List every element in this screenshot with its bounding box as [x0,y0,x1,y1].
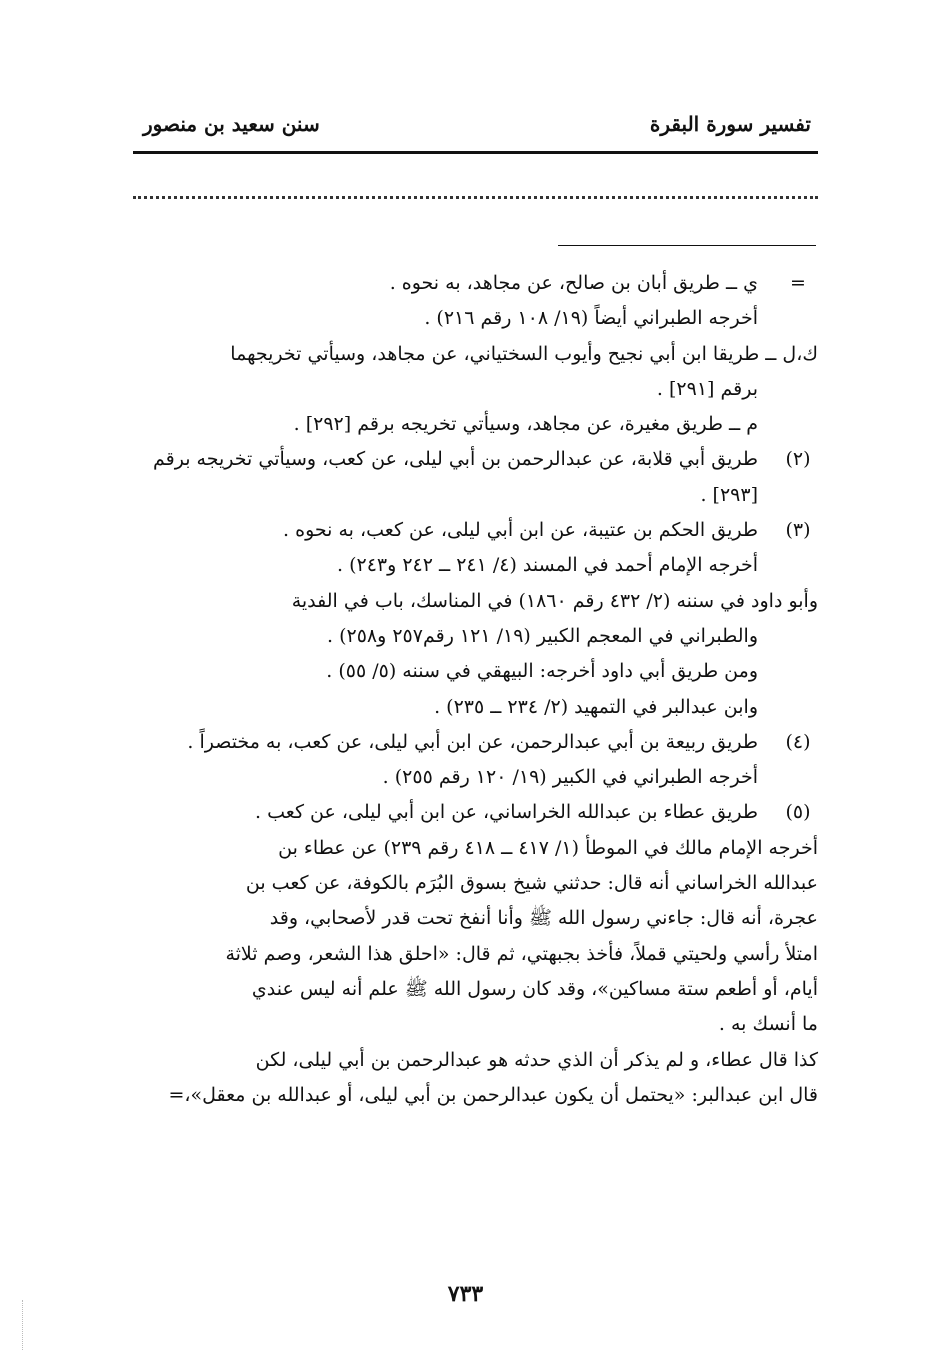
footnote-line [120,866,818,901]
footnote-text: أخرجه الطبراني أيضاً (١٩/ ١٠٨ رقم ٢١٦) . [424,307,758,330]
footnote-line [120,937,818,972]
header-rule [133,151,818,154]
footnote-text: ما أنسك به . [718,1013,818,1036]
footnote-marker: (٥) [785,801,811,824]
footnote-text: ومن طريق أبي داود أخرجه: البيهقي في سننه (٥/ ٥٥) . [326,660,758,683]
footnote-text: طريق عطاء بن عبدالله الخراساني، عن ابن أبي ليلى، عن كعب . [255,801,758,824]
footnote-text: والطبراني في المعجم الكبير (١٩/ ١٢١ رقم٢٥٧ و٢٥٨) . [327,624,758,647]
footnote-marker: (٤) [785,730,811,753]
footnote-line [120,337,818,372]
footnote-line [120,690,818,725]
running-header-book: سنن سعيد بن منصور [143,112,320,136]
footnote-text: وأبو داود في سننه (٢/ ٤٣٢ رقم ١٨٦٠) في المناسك، باب في الفدية [291,589,818,612]
footnote-text: امتلأ رأسي ولحيتي قملاً، فأخذ بجبهتي، ثم قال: «احلق هذا الشعر، وصم ثلاثة [225,942,818,965]
footnote-text: ك،ل ــ طريقا ابن أبي نجيح وأيوب السختياني، عن مجاهد، وسيأتي تخريجهما [230,342,818,365]
footnote-line [120,442,818,477]
footnote-marker: = [790,272,806,294]
footnote-line [120,1078,818,1113]
footnote-text: كذا قال عطاء، و لم يذكر أن الذي حدثه هو عبدالرحمن بن أبي ليلى، لكن [255,1048,818,1071]
footnote-line [120,795,818,830]
footnote-text: أخرجه الطبراني في الكبير (١٩/ ١٢٠ رقم ٢٥٥) . [382,766,758,789]
footnote-text: طريق الحكم بن عتيبة، عن ابن أبي ليلى، عن كعب، به نحوه . [283,519,758,542]
footnote-line [120,725,818,760]
page-number: ٧٣٣ [447,1281,484,1307]
footnote-text: م ــ طريق مغيرة، عن مجاهد، وسيأتي تخريجه برقم [٢٩٢] . [293,413,758,436]
footnote-line [120,619,818,654]
footnote-marker: (٣) [785,519,811,542]
footnote-line [120,513,818,548]
footnote-line [120,372,818,407]
footnote-line [120,266,818,301]
footnote-line [120,301,818,336]
footnote-line [120,760,818,795]
footnote-text: عبدالله الخراساني أنه قال: حدثني شيخ بسوق البُرَم بالكوفة، عن كعب بن [245,872,818,895]
running-header-surah: تفسير سورة البقرة [649,112,811,136]
footnote-text: طريق ربيعة بن أبي عبدالرحمن، عن ابن أبي ليلى، عن كعب، به مختصراً . [187,730,758,753]
footnote-line [120,654,818,689]
footnote-line [120,584,818,619]
footnote-text: أخرجه الإمام أحمد في المسند (٤/ ٢٤١ ــ ٢٤٢ و٢٤٣) . [337,554,758,577]
footnote-rule [558,245,816,246]
footnote-text: عجرة، أنه قال: جاءني رسول الله ﷺ وأنا أنفخ تحت قدر لأصحابي، وقد [269,907,818,930]
footnotes-body [120,266,818,1113]
dotted-separator [133,196,818,199]
footnote-line [120,972,818,1007]
footnote-line [120,1007,818,1042]
footnote-text: برقم [٢٩١] . [656,377,758,400]
footnote-line [120,901,818,936]
footnote-line [120,831,818,866]
footnote-line [120,1043,818,1078]
scan-speckles [22,1300,25,1350]
footnote-text: طريق أبي قلابة، عن عبدالرحمن بن أبي ليلى، عن كعب، وسيأتي تخريجه برقم [153,448,758,471]
footnote-marker: (٢) [785,448,811,471]
footnote-text: [٢٩٣] . [700,483,758,506]
footnote-text: وابن عبدالبر في التمهيد (٢/ ٢٣٤ ــ ٢٣٥) . [434,695,758,718]
footnote-text: ي ــ طريق أبان بن صالح، عن مجاهد، به نحوه . [389,272,758,294]
footnote-line [120,407,818,442]
footnote-text: قال ابن عبدالبر: «يحتمل أن يكون عبدالرحمن بن أبي ليلى، أو عبدالله بن معقل»،= [168,1083,818,1106]
footnote-text: أيام، أو أطعم ستة مساكين»، وقد كان رسول الله ﷺ علم أنه ليس عندي [251,977,818,1000]
footnote-line [120,478,818,513]
footnote-text: أخرجه الإمام مالك في الموطأ (١/ ٤١٧ ــ ٤١٨ رقم ٢٣٩) عن عطاء بن [278,836,818,859]
footnote-line [120,548,818,583]
